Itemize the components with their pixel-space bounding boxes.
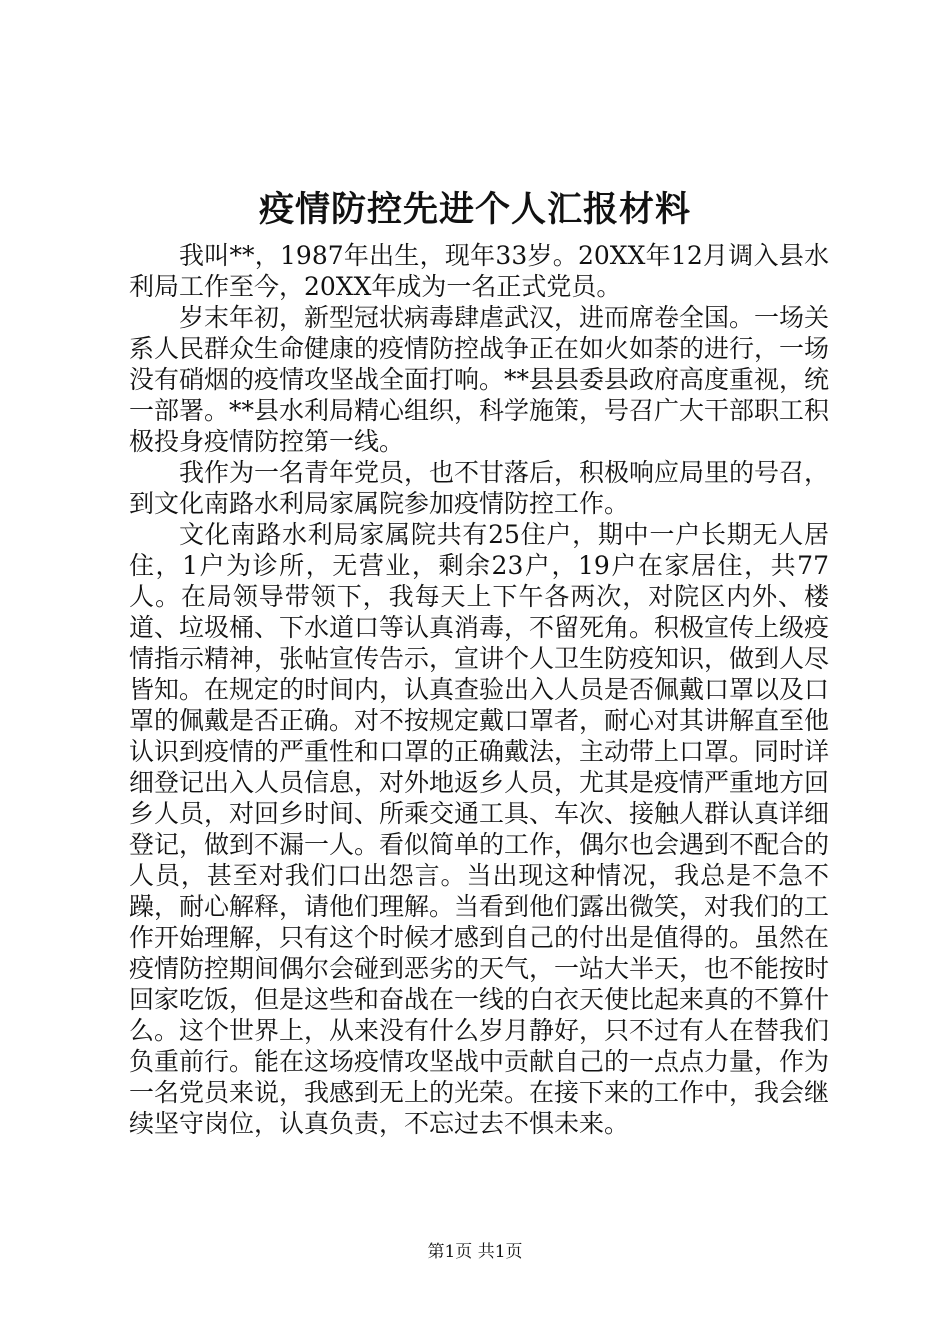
paragraph-background: 岁末年初，新型冠状病毒肆虐武汉，进而席卷全国。一场关系人民群众生命健康的疫情防控战争正在如火如荼的进行，一场没有硝烟的疫情攻坚战全面打响。**县县委县政府高度重视，统一部署。**县水利局精心组织，科学施策，号召广大干部职工积极投身疫情防控第一线。 — [129, 303, 830, 456]
paragraph-intro: 我叫**，1987年出生，现年33岁。20XX年12月调入县水利局工作至今，20XX年成为一名正式党员。 — [129, 241, 829, 301]
page-footer: 第1页 共1页 — [427, 1242, 523, 1262]
document-title: 疫情防控先进个人汇报材料 — [258, 189, 691, 230]
document-body — [129, 240, 829, 1139]
paragraph-work-details: 文化南路水利局家属院共有25住户，期中一户长期无人居住，1户为诊所，无营业，剩余23户，19户在家居住，共77人。在局领导带领下，我每天上下午各两次，对院区内外、楼道、垃圾桶、下水道口等认真消毒，不留死角。积极宣传上级疫情指示精神，张帖宣传告示，宣讲个人卫生防疫知识，做到人尽皆知。在规定的时间内，认真查验出入人员是否佩戴口罩以及口罩的佩戴是否正确。对不按规定戴口罩者，耐心对其讲解直至他认识到疫情的严重性和口罩的正确戴法，主动带上口罩。同时详细登记出入人员信息，对外地返乡人员，尤其是疫情严重地方回乡人员，对回乡时间、所乘交通工具、车次、接触人群认真详细登记，做到不漏一人。看似简单的工作，偶尔也会遇到不配合的人员，甚至对我们口出怨言。当出现这种情况，我总是不急不躁，耐心解释，请他们理解。当看到他们露出微笑，对我们的工作开始理解，只有这个时候才感到自己的付出是值得的。虽然在疫情防控期间偶尔会碰到恶劣的天气，一站大半天，也不能按时回家吃饭，但是这些和奋战在一线的白衣天使比起来真的不算什么。这个世界上，从来没有什么岁月静好，只不过有人在替我们负重前行。能在这场疫情攻坚战中贡献自己的一点点力量，作为一名党员来说，我感到无上的光荣。在接下来的工作中，我会继续坚守岗位，认真负责，不忘过去不惧未来。 — [129, 520, 830, 1138]
paragraph-volunteer: 我作为一名青年党员，也不甘落后，积极响应局里的号召，到文化南路水利局家属院参加疫情防控工作。 — [129, 458, 830, 518]
